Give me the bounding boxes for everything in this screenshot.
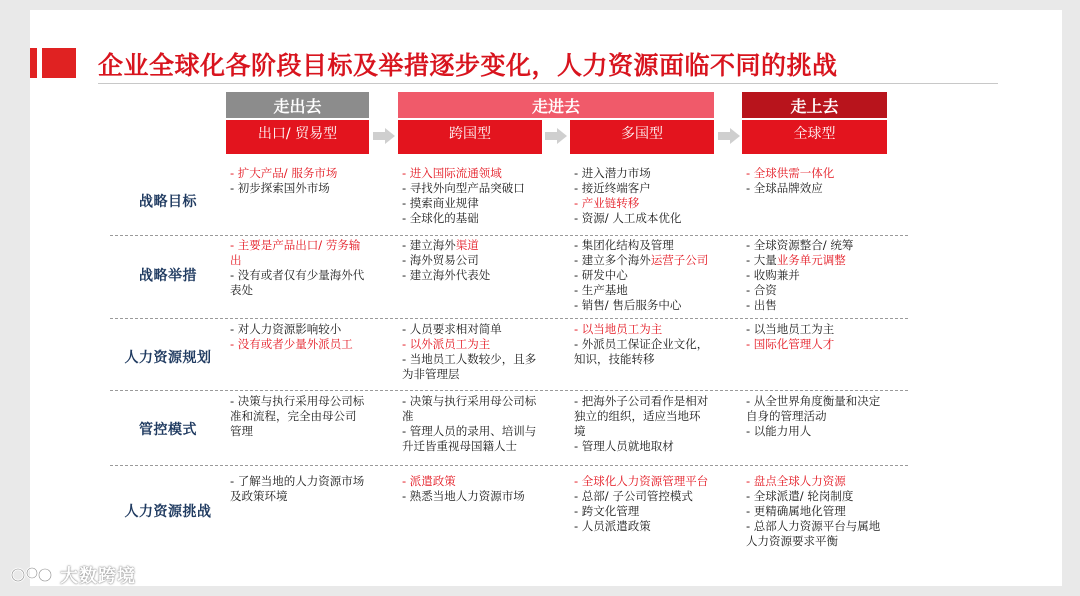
cell-line: - 人员派遣政策 [574,519,651,533]
type-header-global: 全球型 [742,120,887,154]
cell-control-mode-multinational [574,394,734,454]
row-label-control-mode: 管控模式 [139,422,197,438]
cell-line: - 对人力资源影响较小 [230,322,342,336]
cell-line: - 主要是产品出口/ 劳务输 [230,238,361,252]
cell-line: - 以能力用人 [746,424,812,438]
type-header-export: 出口/ 贸易型 [226,120,369,154]
cell-line: - 派遣政策 [402,474,456,488]
cell-strategic-goals-multinational [574,166,734,226]
cell-line: 出 [230,253,242,267]
cell-line: - 当地员工人数较少，且多 [402,352,537,366]
cell-line: - 全球供需一体化 [746,166,835,180]
watermark [10,562,136,588]
stage-header-go-out: 走出去 [226,92,369,118]
cell-line: - 寻找外向型产品突破口 [402,181,525,195]
cell-line: 人力资源要求平衡 [746,534,838,548]
cell-line: 及政策环境 [230,489,288,503]
type-header-transnational: 跨国型 [398,120,542,154]
cell-line: - 集团化结构及管理 [574,238,674,252]
cell-line: - 没有或者少量外派员工 [230,337,353,351]
row-label-strategic-measures: 战略举措 [139,268,197,284]
cell-line: - 了解当地的人力资源市场 [230,474,365,488]
cell-line: - 建立海外渠道 [402,238,479,252]
cell-line: - 全球派遣/ 轮岗制度 [746,489,854,503]
cell-hr-planning-global [746,322,906,352]
row-label-hr-planning: 人力资源规划 [124,350,212,366]
cell-line: - 摸索商业规律 [402,196,479,210]
cell-line: - 大量业务单元调整 [746,253,846,267]
row-divider [110,318,908,319]
highlighted-term: 业务单元调整 [776,253,846,267]
cell-line: - 人员要求相对简单 [402,322,502,336]
cell-line: - 出售 [746,298,777,312]
cell-line: 独立的组织，适应当地环 [574,409,701,423]
cell-strategic-goals-export [230,166,390,196]
cell-line: - 海外贸易公司 [402,253,479,267]
cell-line: - 全球化的基础 [402,211,479,225]
row-label-hr-challenges: 人力资源挑战 [124,504,212,520]
watermark-text: 大数跨境 [60,566,136,587]
cell-line: - 建立多个海外运营子公司 [574,253,709,267]
title-accent-bar [30,48,37,78]
cell-control-mode-export [230,394,390,439]
cell-line: - 决策与执行采用母公司标 [402,394,537,408]
title-divider [98,83,998,84]
cell-line: - 以当地员工为主 [574,322,663,336]
cell-line: - 进入国际流通领域 [402,166,502,180]
cell-line: - 熟悉当地人力资源市场 [402,489,525,503]
cell-control-mode-transnational [402,394,562,454]
row-divider [110,235,908,236]
cell-line: - 产业链转移 [574,196,640,210]
cell-line: - 管理人员的录用、培训与 [402,424,537,438]
cell-line: - 初步探索国外市场 [230,181,330,195]
cell-line: - 生产基地 [574,283,628,297]
stage-header-go-up: 走上去 [742,92,887,118]
cell-strategic-goals-transnational [402,166,562,226]
cell-hr-challenges-global [746,474,906,549]
cell-hr-challenges-multinational [574,474,734,534]
cell-line: - 全球资源整合/ 统筹 [746,238,854,252]
arrow-right-icon [545,128,567,144]
cell-control-mode-global [746,394,906,439]
cell-line: 准和流程，完全由母公司 [230,409,357,423]
cell-line: - 以外派员工为主 [402,337,491,351]
cell-line: - 以当地员工为主 [746,322,835,336]
cell-line: 为非管理层 [402,367,460,381]
cell-line: - 更精确属地化管理 [746,504,846,518]
cell-line: - 建立海外代表处 [402,268,491,282]
page-title: 企业全球化各阶段目标及举措逐步变化，人力资源面临不同的挑战 [98,51,838,80]
cell-line: - 总部人力资源平台与属地 [746,519,881,533]
cell-line: - 盘点全球人力资源 [746,474,846,488]
cell-line: 升迁皆重视母国籍人士 [402,439,517,453]
highlighted-term: 渠道 [455,238,479,252]
cell-line: 自身的管理活动 [746,409,827,423]
cell-line: 管理 [230,424,253,438]
cell-line: - 收购兼并 [746,268,800,282]
row-divider [110,390,908,391]
cell-line: - 接近终端客户 [574,181,651,195]
cell-line: 表处 [230,283,253,297]
cell-line: - 国际化管理人才 [746,337,835,351]
cell-strategic-measures-global [746,238,906,313]
cell-line: - 销售/ 售后服务中心 [574,298,682,312]
cell-hr-planning-transnational [402,322,562,382]
cell-line: - 合资 [746,283,777,297]
cell-line: - 把海外子公司看作是相对 [574,394,709,408]
cell-line: - 决策与执行采用母公司标 [230,394,365,408]
cell-line: - 全球品牌效应 [746,181,823,195]
cell-strategic-measures-multinational [574,238,734,313]
cell-line: - 进入潜力市场 [574,166,651,180]
cell-line: - 扩大产品/ 服务市场 [230,166,338,180]
watermark-logo-icon [10,563,56,587]
stage-header-go-in: 走进去 [398,92,714,118]
cell-line: 境 [574,424,586,438]
cell-line: - 从全世界角度衡量和决定 [746,394,881,408]
cell-strategic-measures-export [230,238,390,298]
cell-hr-planning-export [230,322,390,352]
cell-line: - 外派员工保证企业文化， [574,337,709,351]
highlighted-term: 运营子公司 [650,253,709,267]
cell-hr-planning-multinational [574,322,734,367]
type-header-multinational: 多国型 [570,120,714,154]
row-label-strategic-goals: 战略目标 [139,194,197,210]
cell-line: 准 [402,409,414,423]
cell-line: - 没有或者仅有少量海外代 [230,268,365,282]
cell-strategic-measures-transnational [402,238,562,283]
row-divider [110,465,908,466]
title-accent-block [42,48,76,78]
cell-line: - 全球化人力资源管理平台 [574,474,709,488]
cell-line: - 总部/ 子公司管控模式 [574,489,693,503]
arrow-right-icon [373,128,395,144]
cell-line: 知识，技能转移 [574,352,655,366]
cell-line: - 资源/ 人工成本优化 [574,211,682,225]
cell-line: - 跨文化管理 [574,504,640,518]
cell-hr-challenges-transnational [402,474,562,504]
cell-strategic-goals-global [746,166,906,196]
cell-line: - 研发中心 [574,268,628,282]
cell-hr-challenges-export [230,474,390,504]
cell-line: - 管理人员就地取材 [574,439,674,453]
arrow-right-icon [718,128,740,144]
